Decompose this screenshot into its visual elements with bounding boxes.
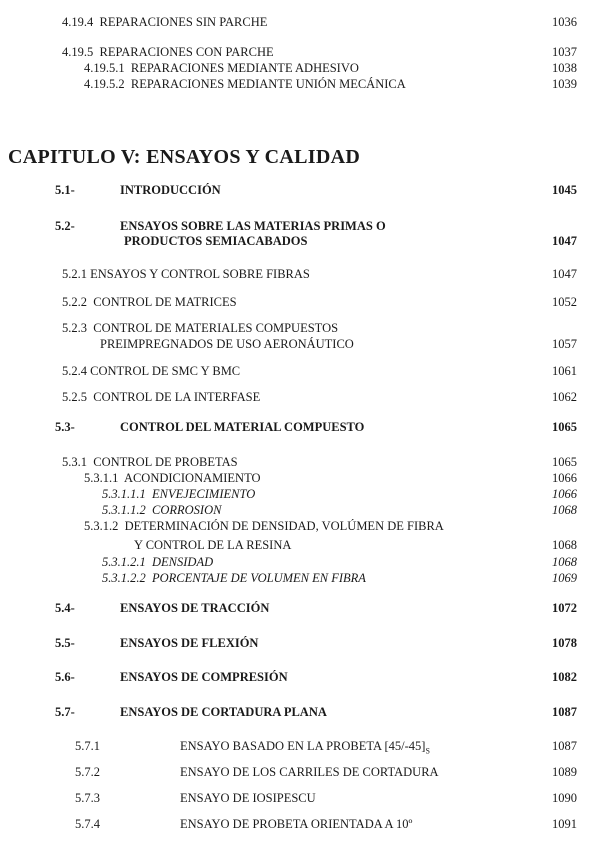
section-title: ENSAYOS DE COMPRESIÓN: [120, 670, 288, 684]
section-number: 5.2-: [55, 219, 75, 233]
subsection-number: 5.7.1: [75, 739, 100, 753]
toc-entry: 5.2.4 CONTROL DE SMC Y BMC: [62, 364, 241, 378]
section-title: CONTROL DEL MATERIAL COMPUESTO: [120, 420, 365, 434]
page-number: 1038: [552, 61, 577, 75]
page-number: 1047: [552, 267, 577, 281]
page-number: 1061: [552, 364, 577, 378]
page-number: 1066: [552, 487, 577, 501]
section-title-cont: PRODUCTOS SEMIACABADOS: [124, 234, 308, 248]
page-number: 1036: [552, 15, 577, 29]
section-title: ENSAYOS DE CORTADURA PLANA: [120, 705, 327, 719]
toc-entry: 4.19.4 REPARACIONES SIN PARCHE: [62, 15, 268, 29]
toc-entry: 5.3.1.1.2 CORROSION: [102, 503, 222, 517]
section-title: ENSAYOS DE FLEXIÓN: [120, 636, 259, 650]
toc-entry: 5.3.1.1.1 ENVEJECIMIENTO: [102, 487, 256, 501]
subsection-title: ENSAYO BASADO EN LA PROBETA $[45/-45]_S$: [180, 739, 430, 756]
section-number: 5.5-: [55, 636, 75, 650]
section-number: 5.4-: [55, 601, 75, 615]
page-number: 1037: [552, 45, 577, 59]
toc-entry: 5.3.1.2.1 DENSIDAD: [102, 555, 214, 569]
section-title: ENSAYOS SOBRE LAS MATERIAS PRIMAS O: [120, 219, 386, 233]
page-number: 1087: [552, 739, 577, 753]
toc-entry: 5.2.2 CONTROL DE MATRICES: [62, 295, 237, 309]
toc-entry: 5.2.1 ENSAYOS Y CONTROL SOBRE FIBRAS: [62, 267, 310, 281]
section-number: 5.3-: [55, 420, 75, 434]
section-number: 5.7-: [55, 705, 75, 719]
page-number: 1062: [552, 390, 577, 404]
toc-entry-cont: Y CONTROL DE LA RESINA: [134, 538, 292, 552]
toc-entry: 5.2.3 CONTROL DE MATERIALES COMPUESTOS: [62, 321, 339, 335]
page-number: 1065: [552, 420, 577, 434]
toc-entry: 4.19.5.1 REPARACIONES MEDIANTE ADHESIVO: [84, 61, 359, 75]
toc-entry: 5.2.5 CONTROL DE LA INTERFASE: [62, 390, 261, 404]
subsection-number: 5.7.4: [75, 817, 100, 831]
toc-entry: 5.3.1 CONTROL DE PROBETAS: [62, 455, 238, 469]
subsection-title: ENSAYO DE IOSIPESCU: [180, 791, 316, 805]
toc-entry: 4.19.5 REPARACIONES CON PARCHE: [62, 45, 274, 59]
page-number: 1065: [552, 455, 577, 469]
subsection-title: ENSAYO DE PROBETA ORIENTADA A 10º: [180, 817, 413, 831]
toc-entry: 4.19.5.2 REPARACIONES MEDIANTE UNIÓN MECÁNICA: [84, 77, 406, 91]
section-number: 5.1-: [55, 183, 75, 197]
page-number: 1089: [552, 765, 577, 779]
section-number: 5.6-: [55, 670, 75, 684]
page-number: 1039: [552, 77, 577, 91]
toc-entry: 5.3.1.2 DETERMINACIÓN DE DENSIDAD, VOLÚMEN DE FIBRA: [84, 519, 444, 533]
page-number: 1078: [552, 636, 577, 650]
subsection-number: 5.7.3: [75, 791, 100, 805]
section-title: ENSAYOS DE TRACCIÓN: [120, 601, 270, 615]
toc-entry: 5.3.1.1 ACONDICIONAMIENTO: [84, 471, 261, 485]
page-number: 1068: [552, 538, 577, 552]
page-number: 1087: [552, 705, 577, 719]
page-number: 1057: [552, 337, 577, 351]
section-title: INTRODUCCIÓN: [120, 183, 221, 197]
toc-entry: 5.3.1.2.2 PORCENTAJE DE VOLUMEN EN FIBRA: [102, 571, 366, 585]
page-number: 1090: [552, 791, 577, 805]
page-number: 1091: [552, 817, 577, 831]
page-number: 1047: [552, 234, 577, 248]
subsection-title: ENSAYO DE LOS CARRILES DE CORTADURA: [180, 765, 439, 779]
page-number: 1052: [552, 295, 577, 309]
subsection-number: 5.7.2: [75, 765, 100, 779]
page-number: 1082: [552, 670, 577, 684]
page-number: 1045: [552, 183, 577, 197]
page-number: 1068: [552, 503, 577, 517]
page-number: 1066: [552, 471, 577, 485]
page-number: 1068: [552, 555, 577, 569]
page-number: 1069: [552, 571, 577, 585]
chapter-title: CAPITULO V: ENSAYOS Y CALIDAD: [8, 146, 361, 168]
toc-entry-cont: PREIMPREGNADOS DE USO AERONÁUTICO: [100, 337, 354, 351]
page-number: 1072: [552, 601, 577, 615]
